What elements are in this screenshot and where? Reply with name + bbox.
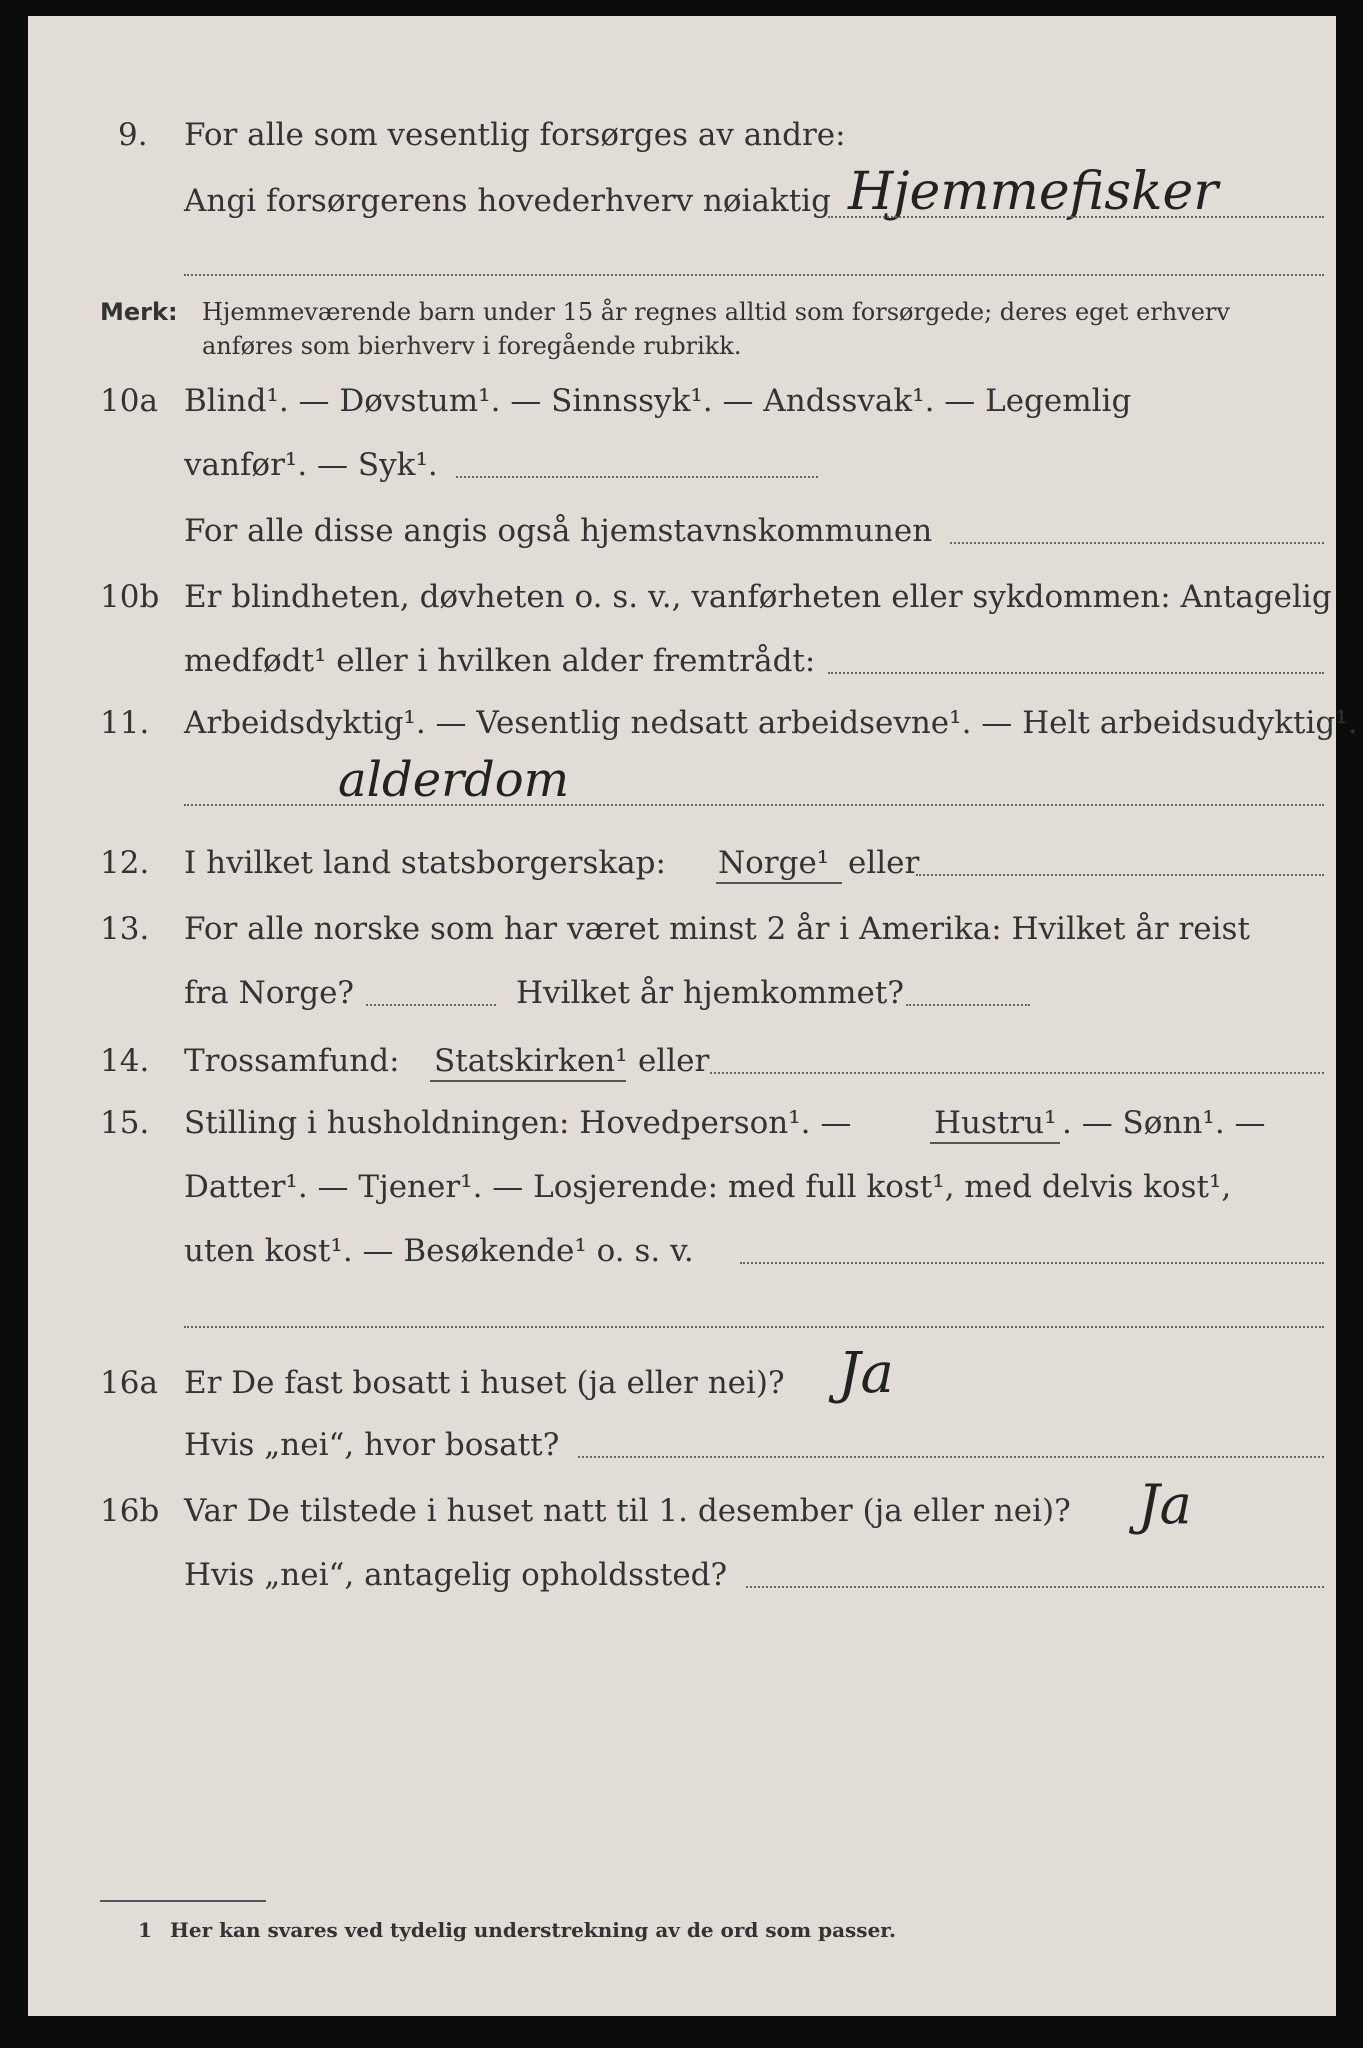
q12-choice-underline: [716, 882, 842, 884]
q10b-line2: medfødt¹ eller i hvilken alder fremtrådt:: [184, 643, 816, 679]
footnote-text: Her kan svares ved tydelig understrekning av de ord som passer.: [170, 1918, 896, 1942]
q16a-line1: Er De fast bosatt i huset (ja eller nei)?: [184, 1365, 785, 1401]
q16b-answer: Ja: [1138, 1473, 1192, 1536]
q10b-number: 10b: [100, 579, 160, 615]
q16b-number: 16b: [100, 1493, 160, 1529]
q14-prefix: Trossamfund:: [184, 1043, 400, 1079]
q15-line2: Datter¹. — Tjener¹. — Losjerende: med full kost¹, med delvis kost¹,: [184, 1169, 1232, 1205]
q16a-answer-line: [578, 1456, 1324, 1458]
q9-answer: Hjemmefisker: [848, 162, 1219, 222]
footnote-mark: 1: [138, 1918, 152, 1942]
q10a-line2: vanfør¹. — Syk¹.: [184, 447, 438, 483]
q11-number: 11.: [100, 705, 150, 741]
q14-number: 14.: [100, 1043, 150, 1079]
q16a-line2: Hvis „nei“, hvor bosatt?: [184, 1427, 560, 1463]
q16b-line2: Hvis „nei“, antagelig opholdssted?: [184, 1557, 728, 1593]
q16b-line1: Var De tilstede i huset natt til 1. desember (ja eller nei)?: [184, 1493, 1071, 1529]
merk-label: Merk:: [100, 298, 178, 326]
q15-number: 15.: [100, 1105, 150, 1141]
q15-extra-line: [184, 1326, 1324, 1328]
q9-line2: Angi forsørgerens hovederhverv nøiaktig: [184, 183, 831, 219]
q14-answer-line: [710, 1072, 1324, 1074]
q13-year-returned-line: [906, 1004, 1030, 1006]
q10b-answer-line: [828, 672, 1324, 674]
q13-line2b: Hvilket år hjemkommet?: [516, 975, 904, 1011]
q15-prefix: Stilling i husholdningen: Hovedperson¹. —: [184, 1105, 852, 1141]
q12-suffix: eller: [848, 845, 920, 881]
q16b-answer-line: [746, 1586, 1324, 1588]
q10a-number: 10a: [100, 383, 158, 419]
q13-number: 13.: [100, 911, 150, 947]
q13-line1: For alle norske som har været minst 2 år i Amerika: Hvilket år reist: [184, 911, 1250, 947]
q13-line2a: fra Norge?: [184, 975, 355, 1011]
merk-line1: Hjemmeværende barn under 15 år regnes alltid som forsørgede; deres eget erhverv: [202, 298, 1230, 326]
q12-number: 12.: [100, 845, 150, 881]
q10a-line1: Blind¹. — Døvstum¹. — Sinnssyk¹. — Andssvak¹. — Legemlig: [184, 383, 1132, 419]
q13-year-left-line: [366, 1004, 496, 1006]
q10a-municipality-line: [950, 542, 1324, 544]
merk-line2: anføres som bierhverv i foregående rubrikk.: [202, 332, 742, 360]
q9-answer-line: [828, 216, 1324, 218]
q14-suffix: eller: [638, 1043, 710, 1079]
census-form-page: [28, 16, 1358, 2016]
q16a-answer: Ja: [838, 1341, 894, 1406]
q14-choice-statskirken: Statskirken¹: [434, 1043, 628, 1079]
q10a-syk-line: [456, 476, 818, 478]
q9-extra-line: [184, 274, 1324, 276]
q15-choice-underline: [930, 1142, 1060, 1144]
q10a-line3: For alle disse angis også hjemstavnskommunen: [184, 513, 933, 549]
q15-choice-hustru: Hustru¹: [934, 1105, 1057, 1141]
q9-number: 9.: [118, 117, 148, 153]
q12-answer-line: [916, 874, 1324, 876]
footnote-rule: [100, 1900, 266, 1902]
q15-answer-line: [740, 1262, 1324, 1264]
q12-choice-norge: Norge¹: [718, 845, 830, 881]
q15-line3: uten kost¹. — Besøkende¹ o. s. v.: [184, 1233, 694, 1269]
q12-prefix: I hvilket land statsborgerskap:: [184, 845, 666, 881]
q9-line1: For alle som vesentlig forsørges av andre:: [184, 117, 846, 153]
q11-answer: alderdom: [338, 752, 570, 808]
q11-answer-line: [184, 804, 1324, 806]
q16a-number: 16a: [100, 1365, 158, 1401]
q10b-line1: Er blindheten, døvheten o. s. v., vanførheten eller sykdommen: Antagelig: [184, 579, 1332, 615]
q15-suffix: . — Sønn¹. —: [1062, 1105, 1266, 1141]
q11-line1: Arbeidsdyktig¹. — Vesentlig nedsatt arbeidsevne¹. — Helt arbeidsudyktig¹.: [184, 705, 1358, 741]
q14-choice-underline: [430, 1080, 626, 1082]
